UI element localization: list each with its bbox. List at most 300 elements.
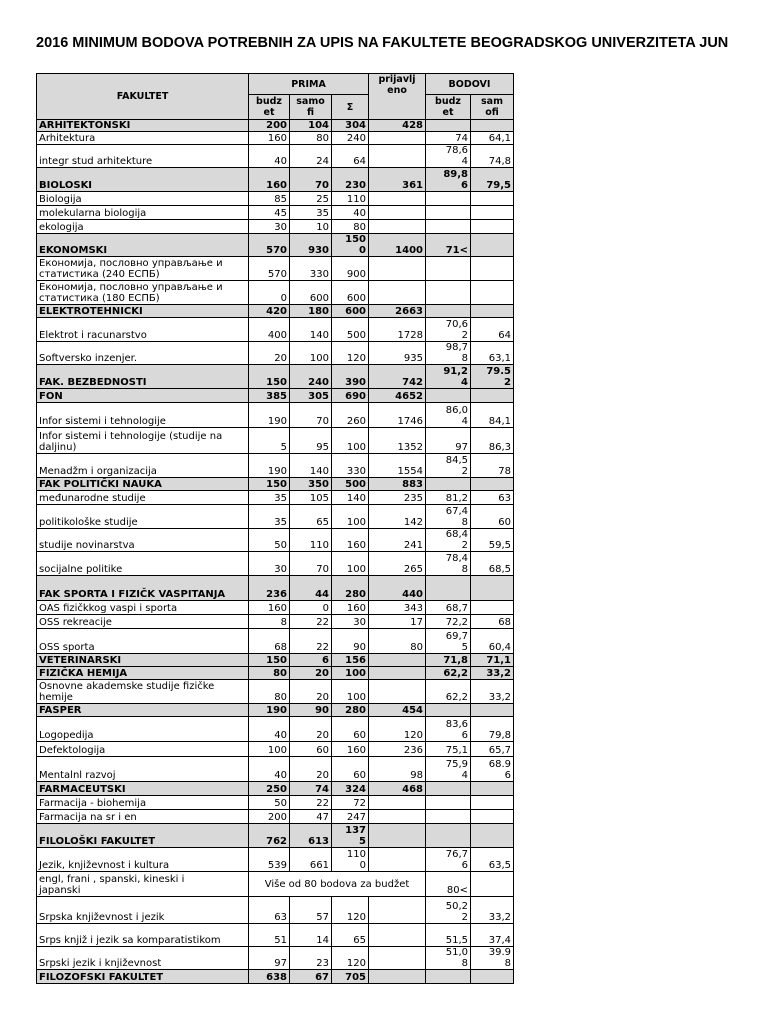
total-cell: 150 0 <box>332 234 369 257</box>
fakultet-cell: međunarodne studije <box>37 491 249 505</box>
total-cell: 65 <box>332 924 369 947</box>
bodovi-samofi-cell <box>471 206 514 220</box>
section-row <box>37 234 514 257</box>
prijavljeno-cell <box>369 145 426 168</box>
samofi-cell: 20 <box>290 680 332 704</box>
table-row <box>37 529 514 552</box>
section-row <box>37 667 514 680</box>
bodovi-budzet-cell <box>426 782 471 796</box>
table-row <box>37 717 514 742</box>
fakultet-cell: Srpska književnost i jezik <box>37 897 249 924</box>
total-cell: 64 <box>332 145 369 168</box>
bodovi-samofi-cell <box>471 704 514 717</box>
bodovi-budzet-cell: 75,1 <box>426 742 471 757</box>
bodovi-samofi-cell: 68 <box>471 615 514 629</box>
bodovi-budzet-cell: 71< <box>426 234 471 257</box>
total-cell: 100 <box>332 667 369 680</box>
samofi-cell: 105 <box>290 491 332 505</box>
bodovi-budzet-cell: 81,2 <box>426 491 471 505</box>
samofi-cell: 70 <box>290 552 332 576</box>
header-sigma: Σ <box>332 95 369 120</box>
prijavljeno-cell: 454 <box>369 704 426 717</box>
prijavljeno-cell <box>369 206 426 220</box>
fakultet-cell: ekologija <box>37 220 249 234</box>
budzet-cell: 50 <box>249 796 290 810</box>
table-row <box>37 132 514 145</box>
total-cell: 247 <box>332 810 369 824</box>
section-row <box>37 576 514 601</box>
table-row <box>37 220 514 234</box>
samofi-cell: 90 <box>290 704 332 717</box>
bodovi-samofi-cell <box>471 824 514 848</box>
total-cell: 100 <box>332 428 369 454</box>
bodovi-samofi-cell: 63,5 <box>471 848 514 872</box>
bodovi-budzet-cell <box>426 206 471 220</box>
samofi-cell: 24 <box>290 145 332 168</box>
bodovi-budzet-cell <box>426 576 471 601</box>
bodovi-samofi-cell <box>471 281 514 305</box>
bodovi-samofi-cell: 78 <box>471 454 514 478</box>
table-row <box>37 947 514 970</box>
samofi-cell: 613 <box>290 824 332 848</box>
total-cell: 110 <box>332 192 369 206</box>
budzet-cell: 250 <box>249 782 290 796</box>
samofi-cell: 44 <box>290 576 332 601</box>
fakultet-cell: OAS fizičkkog vaspi i sporta <box>37 601 249 615</box>
table-row <box>37 796 514 810</box>
section-row <box>37 389 514 403</box>
prijavljeno-cell: 17 <box>369 615 426 629</box>
samofi-cell: 350 <box>290 478 332 491</box>
prijavljeno-cell: 120 <box>369 717 426 742</box>
bodovi-budzet-cell: 71,8 <box>426 654 471 667</box>
budzet-cell: 5 <box>249 428 290 454</box>
total-cell: 500 <box>332 478 369 491</box>
total-cell: 100 <box>332 552 369 576</box>
section-row <box>37 305 514 318</box>
samofi-cell: 10 <box>290 220 332 234</box>
budzet-cell: 40 <box>249 757 290 782</box>
prijavljeno-cell <box>369 132 426 145</box>
samofi-cell: 22 <box>290 629 332 654</box>
table-row <box>37 428 514 454</box>
prijavljeno-cell: 98 <box>369 757 426 782</box>
fakultet-cell: FARMACEUTSKI <box>37 782 249 796</box>
prijavljeno-cell: 1728 <box>369 318 426 342</box>
bodovi-samofi-cell <box>471 601 514 615</box>
prijavljeno-cell <box>369 654 426 667</box>
bodovi-samofi-cell: 79,8 <box>471 717 514 742</box>
bodovi-budzet-cell: 50,2 2 <box>426 897 471 924</box>
bodovi-budzet-cell: 86,0 4 <box>426 403 471 428</box>
samofi-cell: 67 <box>290 970 332 984</box>
bodovi-samofi-cell: 60,4 <box>471 629 514 654</box>
total-cell: 160 <box>332 529 369 552</box>
table-body <box>37 120 514 984</box>
fakultet-cell: Infor sistemi i tehnologije (studije na daljinu) <box>37 428 249 454</box>
bodovi-samofi-cell: 64,1 <box>471 132 514 145</box>
bodovi-budzet-cell: 70,6 2 <box>426 318 471 342</box>
bodovi-budzet-cell: 84,5 2 <box>426 454 471 478</box>
bodovi-budzet-cell: 67,4 8 <box>426 505 471 529</box>
samofi-cell: 60 <box>290 742 332 757</box>
total-cell: 137 5 <box>332 824 369 848</box>
fakultet-cell: OSS sporta <box>37 629 249 654</box>
fakultet-cell: EKONOMSKI <box>37 234 249 257</box>
budzet-cell: 100 <box>249 742 290 757</box>
samofi-cell: 70 <box>290 168 332 192</box>
bodovi-budzet-cell: 51,5 <box>426 924 471 947</box>
budzet-cell: 762 <box>249 824 290 848</box>
section-row <box>37 120 514 132</box>
header-bodovi: BODOVI <box>426 74 514 95</box>
budzet-cell: 85 <box>249 192 290 206</box>
total-cell: 304 <box>332 120 369 132</box>
samofi-cell: 104 <box>290 120 332 132</box>
samofi-cell: 74 <box>290 782 332 796</box>
total-cell: 120 <box>332 342 369 365</box>
samofi-cell: 20 <box>290 717 332 742</box>
prijavljeno-cell <box>369 281 426 305</box>
bodovi-samofi-cell <box>471 478 514 491</box>
budzet-cell: 0 <box>249 281 290 305</box>
bodovi-budzet-cell <box>426 389 471 403</box>
total-cell: 280 <box>332 576 369 601</box>
prijavljeno-cell: 4652 <box>369 389 426 403</box>
bodovi-budzet-cell: 78,6 4 <box>426 145 471 168</box>
budzet-cell: 150 <box>249 365 290 389</box>
fakultet-cell: Jezik, književnost i kultura <box>37 848 249 872</box>
bodovi-samofi-cell <box>471 796 514 810</box>
total-cell: 80 <box>332 220 369 234</box>
budzet-cell: 30 <box>249 552 290 576</box>
total-cell: 390 <box>332 365 369 389</box>
fakultet-cell: Mentalnl razvoj <box>37 757 249 782</box>
bodovi-budzet-cell <box>426 970 471 984</box>
budzet-cell: 160 <box>249 168 290 192</box>
bodovi-budzet-cell: 76,7 6 <box>426 848 471 872</box>
bodovi-budzet-cell: 69,7 5 <box>426 629 471 654</box>
prijavljeno-cell <box>369 680 426 704</box>
budzet-cell: 200 <box>249 120 290 132</box>
bodovi-samofi-cell <box>471 305 514 318</box>
section-row <box>37 824 514 848</box>
prijavljeno-cell: 1352 <box>369 428 426 454</box>
table-row <box>37 924 514 947</box>
fakultet-cell: Infor sistemi i tehnologije <box>37 403 249 428</box>
bodovi-budzet-cell: 80< <box>426 872 471 897</box>
budzet-cell: 190 <box>249 454 290 478</box>
total-cell: 690 <box>332 389 369 403</box>
fakultet-cell: integr stud arhitekture <box>37 145 249 168</box>
fakultet-cell: Menadžm i organizacija <box>37 454 249 478</box>
prijavljeno-cell: 1746 <box>369 403 426 428</box>
table-row <box>37 318 514 342</box>
table-row <box>37 281 514 305</box>
bodovi-samofi-cell: 39.9 8 <box>471 947 514 970</box>
bodovi-samofi-cell: 63 <box>471 491 514 505</box>
bodovi-samofi-cell <box>471 234 514 257</box>
budzet-cell: 190 <box>249 704 290 717</box>
section-row <box>37 168 514 192</box>
bodovi-budzet-cell: 62,2 <box>426 680 471 704</box>
budzet-cell: 35 <box>249 505 290 529</box>
bodovi-samofi-cell <box>471 257 514 281</box>
samofi-cell: 110 <box>290 529 332 552</box>
total-cell: 60 <box>332 757 369 782</box>
prijavljeno-cell: 236 <box>369 742 426 757</box>
header-prima: PRIMA <box>249 74 369 95</box>
total-cell: 156 <box>332 654 369 667</box>
prijavljeno-cell <box>369 220 426 234</box>
fakultet-cell: Srps knjiž i jezik sa komparatistikom <box>37 924 249 947</box>
total-cell: 30 <box>332 615 369 629</box>
budzet-cell: 80 <box>249 667 290 680</box>
bodovi-budzet-cell: 68,7 <box>426 601 471 615</box>
samofi-cell: 180 <box>290 305 332 318</box>
fakultet-cell: Biologija <box>37 192 249 206</box>
prijavljeno-cell <box>369 947 426 970</box>
header-samofi: samo fi <box>290 95 332 120</box>
bodovi-budzet-cell <box>426 810 471 824</box>
fakultet-cell: Defektologija <box>37 742 249 757</box>
samofi-cell: 25 <box>290 192 332 206</box>
prijavljeno-cell <box>369 796 426 810</box>
fakultet-cell: ELEKTROTEHNICKI <box>37 305 249 318</box>
bodovi-budzet-cell <box>426 796 471 810</box>
prijavljeno-cell: 428 <box>369 120 426 132</box>
bodovi-samofi-cell: 59,5 <box>471 529 514 552</box>
total-cell: 90 <box>332 629 369 654</box>
bodovi-samofi-cell: 33,2 <box>471 680 514 704</box>
samofi-cell: 22 <box>290 615 332 629</box>
total-cell: 40 <box>332 206 369 220</box>
total-cell: 600 <box>332 281 369 305</box>
bodovi-budzet-cell: 68,4 2 <box>426 529 471 552</box>
total-cell: 260 <box>332 403 369 428</box>
table-row <box>37 848 514 872</box>
fakultet-cell: Softversko inzenjer. <box>37 342 249 365</box>
section-row <box>37 478 514 491</box>
prijavljeno-cell: 265 <box>369 552 426 576</box>
bodovi-samofi-cell: 60 <box>471 505 514 529</box>
table-row <box>37 403 514 428</box>
prijavljeno-cell <box>369 824 426 848</box>
budzet-cell: 638 <box>249 970 290 984</box>
budzet-cell: 236 <box>249 576 290 601</box>
table-row <box>37 552 514 576</box>
prijavljeno-cell: 440 <box>369 576 426 601</box>
fakultet-cell: Економија, пословно управљање и статистика (180 ЕСПБ) <box>37 281 249 305</box>
budzet-cell: 570 <box>249 234 290 257</box>
bodovi-budzet-cell: 89,8 6 <box>426 168 471 192</box>
budzet-cell: 150 <box>249 654 290 667</box>
samofi-cell: 23 <box>290 947 332 970</box>
bodovi-budzet-cell <box>426 824 471 848</box>
budzet-cell: 20 <box>249 342 290 365</box>
table-row <box>37 257 514 281</box>
bodovi-budzet-cell: 62,2 <box>426 667 471 680</box>
prijavljeno-cell: 935 <box>369 342 426 365</box>
budzet-cell: 385 <box>249 389 290 403</box>
fakultet-cell: FAK. BEZBEDNOSTI <box>37 365 249 389</box>
bodovi-budzet-cell: 75,9 4 <box>426 757 471 782</box>
budzet-cell: 30 <box>249 220 290 234</box>
bodovi-budzet-cell: 97 <box>426 428 471 454</box>
bodovi-samofi-cell <box>471 389 514 403</box>
fakultet-cell: BIOLOSKI <box>37 168 249 192</box>
fakultet-cell: molekularna biologija <box>37 206 249 220</box>
table-row <box>37 872 514 897</box>
prijavljeno-cell: 80 <box>369 629 426 654</box>
bodovi-budzet-cell: 74 <box>426 132 471 145</box>
prijavljeno-cell: 241 <box>369 529 426 552</box>
total-cell: 230 <box>332 168 369 192</box>
budzet-cell: 45 <box>249 206 290 220</box>
note-cell: Više od 80 bodova za budžet <box>249 872 426 897</box>
prijavljeno-cell: 235 <box>369 491 426 505</box>
prijavljeno-cell: 742 <box>369 365 426 389</box>
table-row <box>37 810 514 824</box>
budzet-cell: 539 <box>249 848 290 872</box>
prijavljeno-cell: 883 <box>369 478 426 491</box>
fakultet-cell: Farmacija - biohemija <box>37 796 249 810</box>
bodovi-budzet-cell <box>426 120 471 132</box>
section-row <box>37 970 514 984</box>
prijavljeno-cell <box>369 667 426 680</box>
total-cell: 140 <box>332 491 369 505</box>
prijavljeno-cell: 1400 <box>369 234 426 257</box>
total-cell: 600 <box>332 305 369 318</box>
bodovi-budzet-cell: 98,7 8 <box>426 342 471 365</box>
fakultet-cell: FON <box>37 389 249 403</box>
samofi-cell: 600 <box>290 281 332 305</box>
fakultet-cell: FASPER <box>37 704 249 717</box>
prijavljeno-cell: 1554 <box>369 454 426 478</box>
fakultet-cell: Економија, пословно управљање и статистика (240 ЕСПБ) <box>37 257 249 281</box>
total-cell: 160 <box>332 742 369 757</box>
table-row <box>37 454 514 478</box>
budzet-cell: 8 <box>249 615 290 629</box>
samofi-cell: 47 <box>290 810 332 824</box>
bodovi-samofi-cell <box>471 810 514 824</box>
prijavljeno-cell <box>369 848 426 872</box>
bodovi-samofi-cell: 64 <box>471 318 514 342</box>
total-cell: 280 <box>332 704 369 717</box>
fakultet-cell: FILOLOŠKI FAKULTET <box>37 824 249 848</box>
bodovi-budzet-cell <box>426 281 471 305</box>
table-row <box>37 757 514 782</box>
header-fakultet: FAKULTET <box>37 74 249 120</box>
header-bodovi-samofi: sam ofi <box>471 95 514 120</box>
prijavljeno-cell <box>369 897 426 924</box>
bodovi-budzet-cell: 83,6 6 <box>426 717 471 742</box>
fakultet-cell: politikološke studije <box>37 505 249 529</box>
prijavljeno-cell: 2663 <box>369 305 426 318</box>
table-row <box>37 742 514 757</box>
prijavljeno-cell <box>369 257 426 281</box>
bodovi-samofi-cell <box>471 220 514 234</box>
fakultet-cell: Srpski jezik i književnost <box>37 947 249 970</box>
total-cell: 100 <box>332 505 369 529</box>
table-row <box>37 145 514 168</box>
table-row <box>37 897 514 924</box>
total-cell: 100 <box>332 680 369 704</box>
samofi-cell: 140 <box>290 454 332 478</box>
fakultet-cell: socijalne politike <box>37 552 249 576</box>
fakultet-cell: ARHITEKTONSKI <box>37 120 249 132</box>
samofi-cell: 70 <box>290 403 332 428</box>
budzet-cell: 97 <box>249 947 290 970</box>
prijavljeno-cell <box>369 192 426 206</box>
fakultet-cell: FAK SPORTA I FIZIČK VASPITANJA <box>37 576 249 601</box>
prijavljeno-cell <box>369 810 426 824</box>
total-cell: 120 <box>332 947 369 970</box>
table-row <box>37 601 514 615</box>
budzet-cell: 35 <box>249 491 290 505</box>
bodovi-budzet-cell: 72,2 <box>426 615 471 629</box>
total-cell: 72 <box>332 796 369 810</box>
fakultet-cell: Osnovne akademske studije fizičke hemije <box>37 680 249 704</box>
samofi-cell: 0 <box>290 601 332 615</box>
budzet-cell: 570 <box>249 257 290 281</box>
bodovi-budzet-cell <box>426 478 471 491</box>
bodovi-samofi-cell: 65,7 <box>471 742 514 757</box>
samofi-cell: 80 <box>290 132 332 145</box>
total-cell: 324 <box>332 782 369 796</box>
table-row <box>37 192 514 206</box>
bodovi-budzet-cell: 78,4 8 <box>426 552 471 576</box>
prijavljeno-cell <box>369 970 426 984</box>
budzet-cell: 63 <box>249 897 290 924</box>
fakultet-cell: studije novinarstva <box>37 529 249 552</box>
samofi-cell: 95 <box>290 428 332 454</box>
total-cell: 900 <box>332 257 369 281</box>
table-row <box>37 206 514 220</box>
bodovi-samofi-cell <box>471 576 514 601</box>
samofi-cell: 65 <box>290 505 332 529</box>
fakultet-cell: Farmacija na sr i en <box>37 810 249 824</box>
samofi-cell: 20 <box>290 757 332 782</box>
samofi-cell: 35 <box>290 206 332 220</box>
budzet-cell: 40 <box>249 145 290 168</box>
section-row <box>37 704 514 717</box>
fakultet-cell: Logopedija <box>37 717 249 742</box>
samofi-cell: 22 <box>290 796 332 810</box>
bodovi-samofi-cell: 86,3 <box>471 428 514 454</box>
page-title: 2016 MINIMUM BODOVA POTREBNIH ZA UPIS NA FAKULTETE BEOGRADSKOG UNIVERZITETA JUN <box>36 35 729 51</box>
total-cell: 160 <box>332 601 369 615</box>
total-cell: 500 <box>332 318 369 342</box>
bodovi-samofi-cell: 33,2 <box>471 667 514 680</box>
table-row <box>37 680 514 704</box>
total-cell: 110 0 <box>332 848 369 872</box>
samofi-cell: 661 <box>290 848 332 872</box>
budzet-cell: 200 <box>249 810 290 824</box>
samofi-cell: 240 <box>290 365 332 389</box>
samofi-cell: 57 <box>290 897 332 924</box>
total-cell: 120 <box>332 897 369 924</box>
budzet-cell: 160 <box>249 601 290 615</box>
bodovi-samofi-cell: 79.5 2 <box>471 365 514 389</box>
table-row <box>37 629 514 654</box>
header-bodovi-budzet: budz et <box>426 95 471 120</box>
samofi-cell: 305 <box>290 389 332 403</box>
bodovi-samofi-cell: 79,5 <box>471 168 514 192</box>
budzet-cell: 420 <box>249 305 290 318</box>
bodovi-budzet-cell <box>426 305 471 318</box>
bodovi-samofi-cell: 63,1 <box>471 342 514 365</box>
